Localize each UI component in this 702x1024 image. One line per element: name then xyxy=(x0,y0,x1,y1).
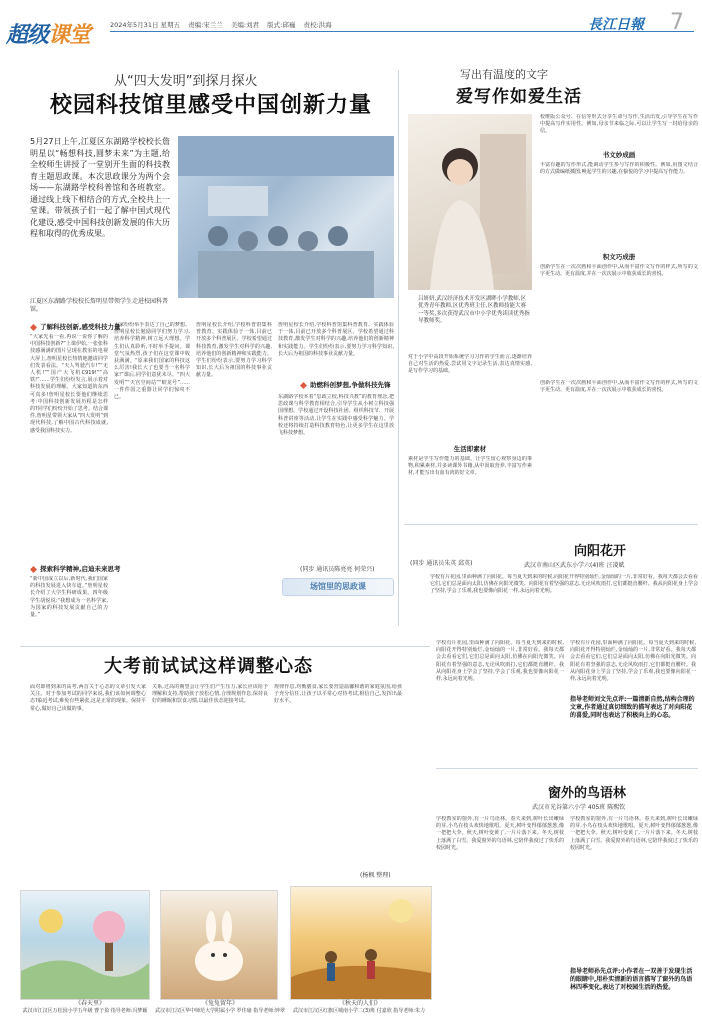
artwork-2-school: 武汉市江汉区华中师范大学附属小学 罗佳瑜 xyxy=(155,1008,252,1014)
poem-column-2: 学校教室的窗外,有一片鸟语林。春天来到,树叶长出嫩绿的芽,小鸟在枝头欢快地歌唱。夏天,树叶变得郁郁葱葱,像一把把大伞。秋天,树叶变黄了,一片片落下来。冬天,树枝上落满了白雪。我爱窗外的鸟语林,它陪伴我度过了快乐的校园时光。 xyxy=(570,816,698,851)
exam-top-rule xyxy=(20,646,430,647)
museum-column-1b: “新中国成立以后,新时代,我们国家的科技发展进入快车道。”詹明星校长介绍了大学生科研成果。四年级学生胡悦说:“我想成为一名科学家,为国家的科技发展贡献自己的力量。” xyxy=(30,576,108,619)
exam-byline: (杨枫 整理) xyxy=(360,872,391,879)
reading-kicker: 写出有温度的文字 xyxy=(460,68,548,81)
artwork-2-credit xyxy=(150,1008,290,1014)
poem-author: 武汉市光谷第六小学 405班 陈熙钦 xyxy=(532,804,626,811)
newspaper-logo: 長江日報 xyxy=(588,17,644,33)
poem-rule xyxy=(436,768,698,769)
artwork-3-credit xyxy=(286,1008,432,1014)
artwork-1-caption xyxy=(20,1000,160,1008)
reading-right-3: 创新学生在一次次画和平面创作中,从而丰富作文写作的样式,所写的文字更生动、更有温度,并在一次次展示中收获成长的喜悦。 xyxy=(540,380,698,394)
poem-column-1: 学校教室的窗外,有一片鸟语林。春天来到,树叶长出嫩绿的芽,小鸟在枝头欢快地歌唱。夏天,树叶变得郁郁葱葱,像一把把大伞。秋天,树叶变黄了,一片片落下来。冬天,树枝上落满了白雪。我爱窗外的鸟语林,它陪伴我度过了快乐的校园时光。 xyxy=(436,816,564,851)
diamond-icon xyxy=(30,566,37,573)
artwork-3-teacher: 指导老师:朱力 xyxy=(393,1008,425,1014)
poem-title: 窗外的鸟语林 xyxy=(548,786,627,801)
page-meta xyxy=(110,20,338,29)
autumn-painting-icon xyxy=(291,887,431,999)
editor: 责编:宋兰兰 xyxy=(188,21,223,29)
museum-kicker: 从“四大发明”到探月探火 xyxy=(114,74,258,89)
rabbit-painting-icon xyxy=(161,891,277,999)
essay-body: 学校有片花园,里面种满了向阳花。每当夏天到来的时候,向阳花开得特别灿烂,金灿灿的一片,非常好看。我每天都会去看看它们,它们总是面向太阳,仿佛在向阳光微笑。向阳花有着坚强的意志,无论风吹雨打,它们都挺直腰杆。我从向阳花身上学会了坚持,学会了乐观,我也要像向阳花一样,永远向着光明。 xyxy=(430,574,698,595)
teacher-caption: 吕妍妍,武汉经济技术开发区湖畔小学教师,区优秀青年教师,区优秀班主任,区教师技能大赛一等奖,多次获得武汉市中小学优秀读读优秀指导教师奖。 xyxy=(418,296,530,325)
museum-subhead-2: 探索科学精神,启迪未来思考 xyxy=(30,564,120,573)
artwork-3 xyxy=(290,886,432,1000)
poem-teacher-comment: 指导老师孙先点评:小作者在一双善于发现生活的眼睛中,用朴实清新的语言描写了窗外的鸟语林四季变化,表达了对校园生活的热爱。 xyxy=(570,968,693,991)
issue-date: 2024年5月31日 星期五 xyxy=(110,21,181,29)
artwork-1-title: 《春天里》 xyxy=(74,1000,105,1007)
page-header xyxy=(0,0,702,62)
museum-lead: 5月27日上午,江夏区东湖路学校校长詹明星以“畅想科技,圆梦未来”为主题,给全校师生讲授了一堂别开生面的科技教育主题思政课。本次思政课分为两个会场——东湖路学校科普馆和各班教室。通过线上线下相结合的方式,全校共上一堂课。带领孩子们一起了解中国式现代化建设,感受中国科技创新发展的伟大历程和取得的优秀成果。 xyxy=(30,137,170,238)
artwork-2-title: 《兔兔留年》 xyxy=(201,1000,238,1007)
exam-column-2: 关系,过高的期望会让学生们产生压力,家长应该给予理解和支持,帮助孩子放松心情,合理规划作息,保持良好的睡眠和饮食习惯,以最佳状态迎接考试。 xyxy=(152,684,268,705)
reading-right-2: 创新学生在一次次画和平面创作中,从而丰富作文写作的样式,所写的文字更生动、更有温度,并在一次次展示中收获成长的喜悦。 xyxy=(540,264,698,278)
museum-photo xyxy=(178,136,394,298)
reading-byline: (同步 通讯员朱英 邱英) xyxy=(410,560,473,567)
artwork-3-title: 《秋天的人们》 xyxy=(338,1000,381,1007)
reading-right-top: 校维版公众号、在信等形式分享生命与写作,生活出发,引导学生在写作中提高写作实用性。例如,母亲节来临之际,可以让学生写一封给母亲的信。 xyxy=(540,114,698,135)
reading-left-1: 对于小学中高段开始系统学习习作的学生而言,逐渐培养自己对生活的热爱,尝试用文字记录生活,表达真情实感,是写作学习的基础。 xyxy=(408,354,532,375)
museum-column-1a: “大家先看一看,再说一说你了解的中国科技创新?”上课伊始,一张张科技感满满的图片呈现在教室的电视大屏上,詹明星校长热情地邀请同学们发表看法。“天人驾驶汽车!”“无人机!”“国产大飞机C919!”“高铁!”……学生们纷纷发言,展示着对科技发展的理解。大家知道的东西可真多!詹明星校长要他们继续思考:中国科技创新发展历程是怎样的?同学们纷纷开始了思考。结合课件,詹明星带领大家从“四大发明”到现代科技,了解中国古代科技成就,感受我国科技实力。 xyxy=(30,334,108,434)
layout-editor: 版式:邱巍 xyxy=(267,21,296,29)
portrait-icon xyxy=(408,114,532,290)
section-logo: 超级课堂 xyxy=(6,23,91,48)
museum-headline: 校园科技馆里感受中国创新力量 xyxy=(50,93,373,118)
artwork-1-credit xyxy=(10,1008,160,1014)
header-rule xyxy=(110,31,694,32)
reading-sec-1: 书文妙成画 xyxy=(602,151,636,159)
essay-title: 向阳花开 xyxy=(574,544,627,559)
diamond-icon xyxy=(30,324,37,331)
museum-subhead-3: 助燃科创梦想,争做科技先锋 xyxy=(300,380,390,389)
column-divider xyxy=(398,70,399,626)
corner-tag: 场馆里的思政课 xyxy=(282,578,394,596)
reading-headline: 爱写作如爱生活 xyxy=(456,87,582,107)
museum-column-4b: 东湖路学校本着“思政立校,科技兴教”的教育理念,把思政课与科学教育相结合,引导学生从小树立科技强国理想。学校通过开设科技社团、组织科技节、开展科普讲座等活动,让学生在实践中感受科学魅力。学校还将持续打造科技教育特色,让更多学生在这里放飞科技梦想。 xyxy=(278,394,394,437)
museum-column-3: 詹明星校长介绍,学校科普馆集科普教育、实践体验于一体,目前已开放多个科普展区。学校希望通过科技教育,激发学生对科学的兴趣,培养他们的创新精神和实践能力。学生们纷纷表示,要努力学习科学知识,长大后为祖国的科技事业贡献力量。 xyxy=(196,322,272,379)
essay-body-3: 学校有片花园,里面种满了向阳花。每当夏天到来的时候,向阳花开得特别灿烂,金灿灿的一片,非常好看。我每天都会去看看它们,它们总是面向太阳,仿佛在向阳光微笑。向阳花有着坚强的意志,无论风吹雨打,它们都挺直腰杆。我从向阳花身上学会了坚持,学会了乐观,我也要像向阳花一样,永远向着光明。 xyxy=(570,640,696,683)
artwork-2 xyxy=(160,890,278,1000)
classroom-photo-icon xyxy=(178,136,394,298)
artwork-3-school: 武汉市江汉区红旗区城南小学二(3)班 付嘉欣 xyxy=(293,1008,392,1014)
reading-sec-3: 生活即素材 xyxy=(453,445,487,453)
diamond-icon xyxy=(300,382,307,389)
museum-photo-caption: 江夏区东湖路学校校长詹明星带领学生走进校园科普馆。 xyxy=(30,298,169,313)
checker: 责校:洪海 xyxy=(303,21,332,29)
essay-author: 武汉市南山区武东小学六(4)班 汪凌斌 xyxy=(524,562,625,569)
museum-column-2: 大家纷纷举手表达了自己的梦想。詹明星校长勉励同学们努力学习,培养科学精神,树立远大理想。学生们认真聆听,不时举手提问。课堂气氛热烈,孩子们在这堂课中收获满满。“原来我们国家的科技这么厉害!我长大了也要当一名科学家!”课后,同学们意犹未尽。“四大发明”“天宫空间站”“蛟龙号”……一件件国之重器让同学们惊叹不已。 xyxy=(114,322,190,401)
exam-column-1: 面对即将到来的高考,两首关于心态的文章引发大家关注。对于参加考试的同学来说,我们该如何调整心态?临近考试,难免有些紧张,这是正常的现象。保持平常心,做好自己该做的事。 xyxy=(30,684,146,712)
exam-headline: 大考前试试这样调整心态 xyxy=(104,656,313,677)
museum-column-4a: 詹明星校长介绍,学校科普馆集科普教育、实践体验于一体,目前已开放多个科普展区。学校希望通过科技教育,激发学生对科学的兴趣,培养他们的创新精神和实践能力。学生们纷纷表示,要努力学习科学知识,长大后为祖国的科技事业贡献力量。 xyxy=(278,322,394,357)
reading-right-1: 丰富有趣的写作形式,能调动学生参与写作的积极性。例如,用图文结合的方式做编纸插图,唤起学生的兴趣,在愉悦的学习中提高写作能力。 xyxy=(540,162,698,176)
reading-sec-2: 积文巧成册 xyxy=(602,253,636,261)
artwork-1 xyxy=(20,890,150,1000)
essay-teacher-comment: 指导老师刘文先点评:一篇清新自然,结构合理的文章,作者通过真切细致的描写表达了对向阳花的喜爱,同时也表达了积极向上的心态。 xyxy=(570,696,695,719)
artwork-2-teacher: 指导老师:钟翠 xyxy=(253,1008,285,1014)
teacher-portrait xyxy=(408,114,532,290)
essay-rule xyxy=(404,524,698,525)
museum-byline: (同步 通讯员陈亮亮 何荣兴) xyxy=(300,566,375,573)
museum-subhead-1: 了解科技创新,感受科技力量 xyxy=(30,322,120,331)
artwork-1-teacher: 指导老师:冯梦颖 xyxy=(110,1008,148,1014)
painting-icon xyxy=(21,891,149,999)
page-number: 7 xyxy=(670,10,684,35)
designer: 美编:刘君 xyxy=(230,21,260,29)
exam-column-3: 规律作息,均衡膳食,家长要营造温馨和谐的家庭氛围,给孩子充分信任,让孩子以平常心对待考试,相信自己,发挥出最好水平。 xyxy=(274,684,402,705)
essay-body-2: 学校有片花园,里面种满了向阳花。每当夏天到来的时候,向阳花开得特别灿烂,金灿灿的一片,非常好看。我每天都会去看看它们,它们总是面向太阳,仿佛在向阳光微笑。向阳花有着坚强的意志,无论风吹雨打,它们都挺直腰杆。我从向阳花身上学会了坚持,学会了乐观,我也要像向阳花一样,永远向着光明。 xyxy=(436,640,564,683)
artwork-1-school: 武汉市江汉区万松园小学五年级 曹子盈 xyxy=(22,1008,110,1014)
reading-left-2: 素材是学生写作能力的基础。让学生留心观察身边的事物,积累素材,并多读课外书籍,从中汲取营养,丰富写作素材,才能写出有血有肉的好文章。 xyxy=(408,456,532,477)
